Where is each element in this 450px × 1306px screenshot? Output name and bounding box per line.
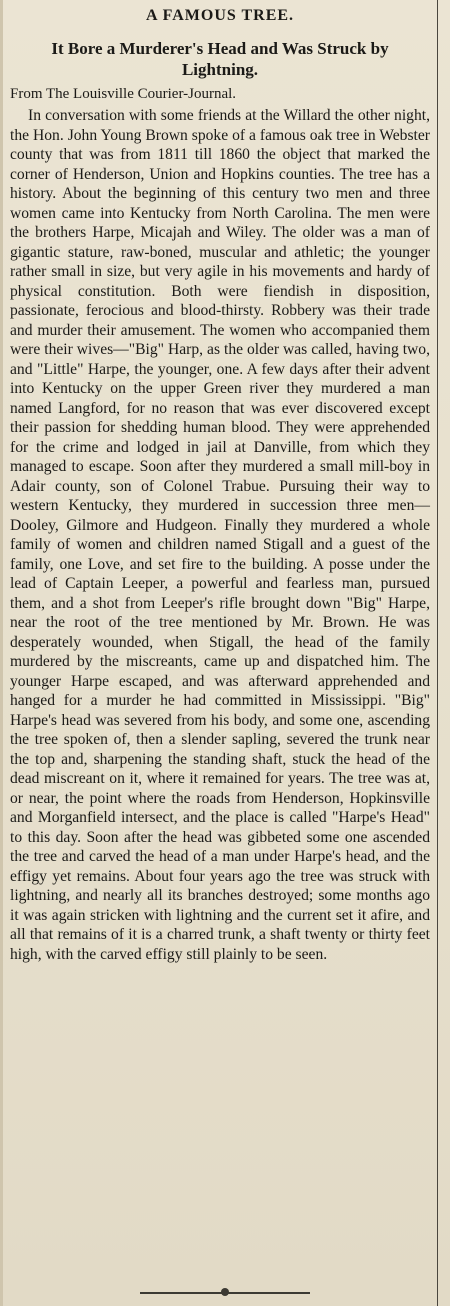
article-body: In conversation with some friends at the Willard the other night, the Hon. John Young Brown spoke of a famous oak tree in Webster county that was from 1811 till 1860 the object that marked the corner of Henderson, Union and Hopkins counties. The tree has a history. About the beginning of this century two men and three women came into Kentucky from North Carolina. The men were the brothers Harpe, Micajah and Wiley. The older was a man of gigantic stature, raw-boned, muscular and athletic; the younger rather small in size, but very agile in his movements and hardy of physical constitution. Both were fiendish in disposition, passionate, ferocious and blood-thirsty. Robbery was their trade and murder their amusement. The women who accompanied them were their wives—"Big" Harp, as the older was called, having two, and "Little" Harpe, the younger, one. A few days after their advent into Kentucky on the upper Green river they murdered a man named Langford, for no reason that was ever discovered except their passion for shedding human blood. They were apprehended for the crime and lodged in jail at Danville, from which they managed to escape. Soon after they murdered a small mill-boy in Adair county, son of Colonel Trabue. Pursuing their way to western Kentucky, they murdered in succession three men—Dooley, Gilmore and Hudgeon. Finally they murdered a whole family of women and children named Stigall and a guest of the family, one Love, and set fire to the building. A posse under the lead of Captain Leeper, a powerful and fearless man, pursued them, and a shot from Leeper's rifle brought down "Big" Harpe, near the root of the tree mentioned by Mr. Brown. He was desperately wounded, when Stigall, the head of the family murdered by the miscreants, came up and dispatched him. The younger Harpe escaped, and was afterward apprehended and hanged for a murder he had committed in Mississippi. "Big" Harpe's head was severed from his body, and some one, ascending the tree spoken of, then a slender sapling, severed the trunk near the top and, sharpening the standing shaft, stuck the head of the dead miscreant on it, where it remained for years. The tree was at, or near, the point where the roads from Henderson, Hopkinsville and Morganfield intersect, and the place is called "Harpe's Head" to this day. Soon after the head was gibbeted some one ascended the tree and carved the head of a man under Harpe's head, and the effigy yet remains. About four years ago the tree was struck with lightning, and nearly all its branches destroyed; some months ago it was again stricken with lightning and the current set it afire, and all that remains of it is a charred trunk, a shaft twenty or thirty feet high, with the carved effigy still plainly to be seen. [10,107,430,963]
article-source: From The Louisville Courier-Journal. [10,86,237,102]
end-dot-ornament [221,1288,229,1296]
article-title: A FAMOUS TREE. [145,7,295,24]
article-headline: It Bore a Murderer's Head and Was Struck by Lightning. [51,39,389,79]
column-rule [437,0,438,1306]
page-edge [0,0,3,1306]
article [10,6,430,964]
